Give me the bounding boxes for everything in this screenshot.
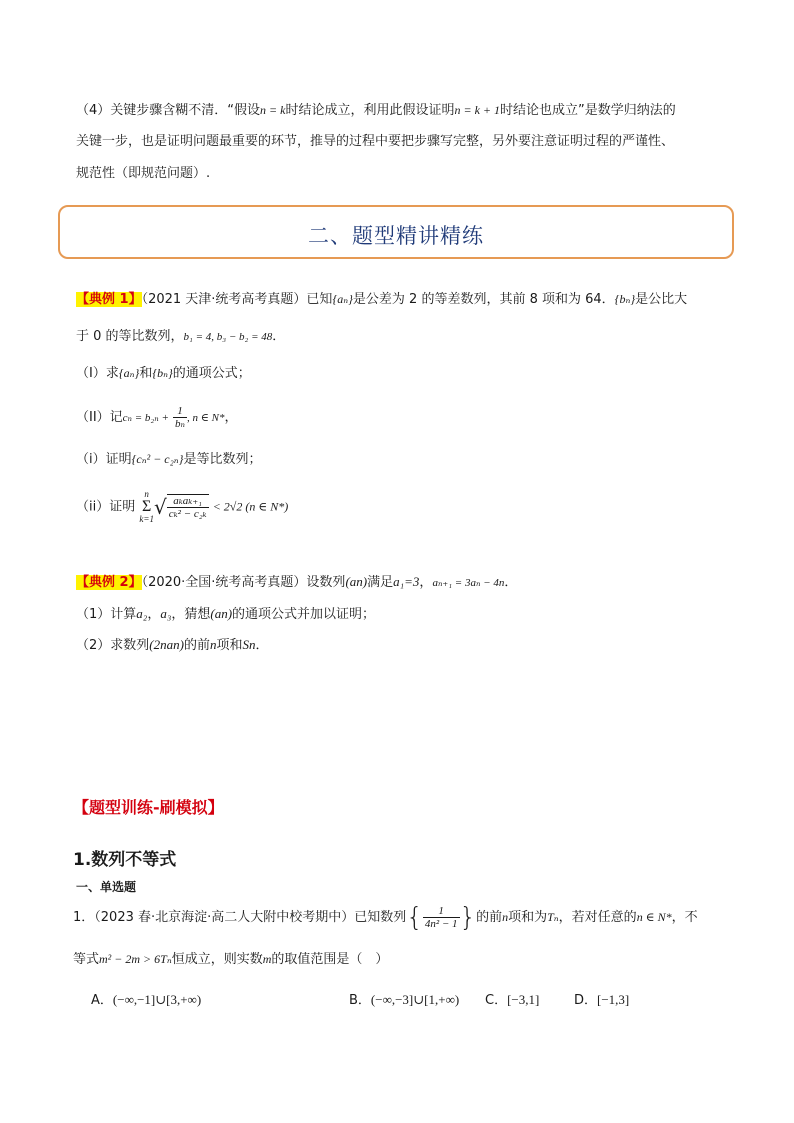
fraction-denominator: cₖ² − c₂ₖ xyxy=(168,508,207,520)
text: （ii）证明 xyxy=(76,499,136,515)
math-inline: n xyxy=(502,910,509,924)
text: ． xyxy=(504,575,518,590)
option-value: [−1,3] xyxy=(597,992,630,1007)
fraction-numerator: 1 xyxy=(173,405,187,418)
text: ， xyxy=(147,607,161,622)
sigma-icon: Σ xyxy=(142,498,152,515)
text: ，猜想 xyxy=(171,607,211,622)
example1-tag: 【典例 1】 xyxy=(76,292,142,307)
fraction xyxy=(167,494,209,520)
text: ． xyxy=(255,638,269,653)
math-inline: (an) xyxy=(210,606,233,621)
option-a[interactable] xyxy=(91,991,201,1010)
math-inline: n = k + 1 xyxy=(454,103,500,117)
math-inline: Sn xyxy=(242,637,256,652)
text: （2021 天津·统考高考真题）已知 xyxy=(141,292,333,307)
question-type-heading: 一、单选题 xyxy=(76,880,137,894)
text: ． xyxy=(272,329,286,344)
math-inline: a₁=3 xyxy=(393,574,420,589)
option-label: B． xyxy=(349,993,371,1008)
option-label: C． xyxy=(485,993,508,1008)
text: 1．（2023 春·北京海淀·高二人大附中校考期中）已知数列 xyxy=(73,910,407,925)
example1-question-1 xyxy=(76,364,251,383)
text: ，不 xyxy=(671,910,698,925)
sum-upper: n xyxy=(144,489,149,499)
math-inline: a₂ xyxy=(136,606,148,621)
text: 是公差为 2 的等差数列，其前 8 项和为 64． xyxy=(352,292,615,307)
example1-line-2 xyxy=(76,328,285,346)
text: 是等比数列； xyxy=(183,452,262,467)
math-inline: (an) xyxy=(345,574,368,589)
math-inline: {cₙ² − c₂ₙ} xyxy=(131,452,184,466)
text: 恒成立，则实数 xyxy=(171,952,263,967)
fraction-denominator: bₙ xyxy=(175,418,185,430)
text: 的前 xyxy=(476,910,503,925)
text: （2）求数列 xyxy=(76,638,150,653)
intro-line-3: 规范性（即规范问题）. xyxy=(76,166,211,181)
text: 于 0 的等比数列， xyxy=(76,329,184,344)
section-title: 二、题型精讲精练 xyxy=(308,224,484,248)
math-inline: < 2√2 (n ∈ N*) xyxy=(212,499,289,514)
text: 的通项公式并加以证明； xyxy=(232,607,376,622)
text: ， xyxy=(419,575,433,590)
math-inline: {bₙ} xyxy=(614,292,636,306)
option-value: (−∞,−1]∪[3,+∞) xyxy=(112,992,202,1007)
section-heading-box xyxy=(58,205,734,259)
math-inline: m² − 2m > 6Tₙ xyxy=(99,952,172,966)
math-inline: aₙ₊₁ = 3aₙ − 4n xyxy=(432,577,505,589)
math-inline: {aₙ} xyxy=(332,292,353,306)
example2-line-1 xyxy=(76,573,517,592)
option-d[interactable] xyxy=(574,991,629,1010)
text: （I）求 xyxy=(76,366,119,381)
math-inline: {bₙ} xyxy=(152,366,173,380)
text: （i）证明 xyxy=(76,452,132,467)
fraction-numerator: aₖaₖ₊₁ xyxy=(167,495,209,508)
math-inline: n = k xyxy=(260,103,286,117)
option-label: D． xyxy=(574,993,598,1008)
text: ， xyxy=(224,410,238,425)
fraction-denominator: 4n² − 1 xyxy=(424,918,458,930)
math-inline: b₁ = 4, b₃ − b₂ = 48 xyxy=(183,331,273,343)
text: 等式 xyxy=(73,952,100,967)
intro-text: 时结论也成立”是数学归纳法的 xyxy=(500,103,676,118)
math-inline: m xyxy=(262,952,272,966)
example1-line-1 xyxy=(76,290,687,309)
option-c[interactable] xyxy=(485,991,539,1010)
text: 满足 xyxy=(367,575,394,590)
intro-line-1 xyxy=(76,101,676,120)
sum-lower: k=1 xyxy=(139,514,154,524)
text: 的前 xyxy=(183,638,210,653)
example1-question-2 xyxy=(76,405,238,430)
example1-question-i xyxy=(76,450,261,469)
training-heading: 【题型训练-刷模拟】 xyxy=(73,798,224,817)
example2-question-1 xyxy=(76,605,375,624)
intro-line-2: 关键一步，也是证明问题最重要的环节，推导的过程中要把步骤写完整，另外要注意证明过程的严谨性、 xyxy=(76,134,675,149)
option-label: A． xyxy=(91,993,113,1008)
option-value: [−3,1] xyxy=(507,992,540,1007)
option-b[interactable] xyxy=(349,991,459,1010)
sqrt-icon: √ xyxy=(153,495,167,519)
example2-question-2 xyxy=(76,636,269,655)
math-inline: {aₙ} xyxy=(118,366,140,380)
right-brace-icon: } xyxy=(459,902,477,933)
option-value: (−∞,−3]∪[1,+∞) xyxy=(370,992,460,1007)
problem1-line-1 xyxy=(73,902,698,933)
math-inline: n xyxy=(209,637,217,652)
math-inline: Tₙ xyxy=(547,910,559,924)
math-inline: n ∈ N* xyxy=(636,910,672,924)
text: （1）计算 xyxy=(76,607,137,622)
example2-tag: 【典例 2】 xyxy=(76,575,142,590)
text: 是公比大 xyxy=(635,292,688,307)
text: 项和为 xyxy=(508,910,548,925)
training-topic-heading: 1.数列不等式 xyxy=(73,850,177,870)
fraction xyxy=(173,405,187,430)
text: （II）记 xyxy=(76,410,123,425)
intro-text: 时结论成立，利用此假设证明 xyxy=(285,103,455,118)
text: 和 xyxy=(139,366,153,381)
problem1-line-2 xyxy=(73,950,388,969)
summation xyxy=(139,490,154,524)
math-inline: , n ∈ N* xyxy=(187,412,225,424)
intro-text: （4）关键步骤含糊不清．“假设 xyxy=(76,103,261,118)
math-inline: cₙ = b₂ₙ + xyxy=(122,412,169,424)
fraction-numerator: 1 xyxy=(423,905,460,918)
text: （2020·全国·统考高考真题）设数列 xyxy=(141,575,346,590)
text: 的取值范围是（ ） xyxy=(271,952,389,967)
text: 的通项公式； xyxy=(172,366,251,381)
fraction xyxy=(423,905,460,930)
math-inline: (2nan) xyxy=(149,637,184,652)
example1-question-ii xyxy=(76,490,288,524)
text: 项和 xyxy=(216,638,243,653)
text: ，若对任意的 xyxy=(558,910,637,925)
left-brace-icon: { xyxy=(406,902,423,933)
math-inline: a₃ xyxy=(160,606,172,621)
